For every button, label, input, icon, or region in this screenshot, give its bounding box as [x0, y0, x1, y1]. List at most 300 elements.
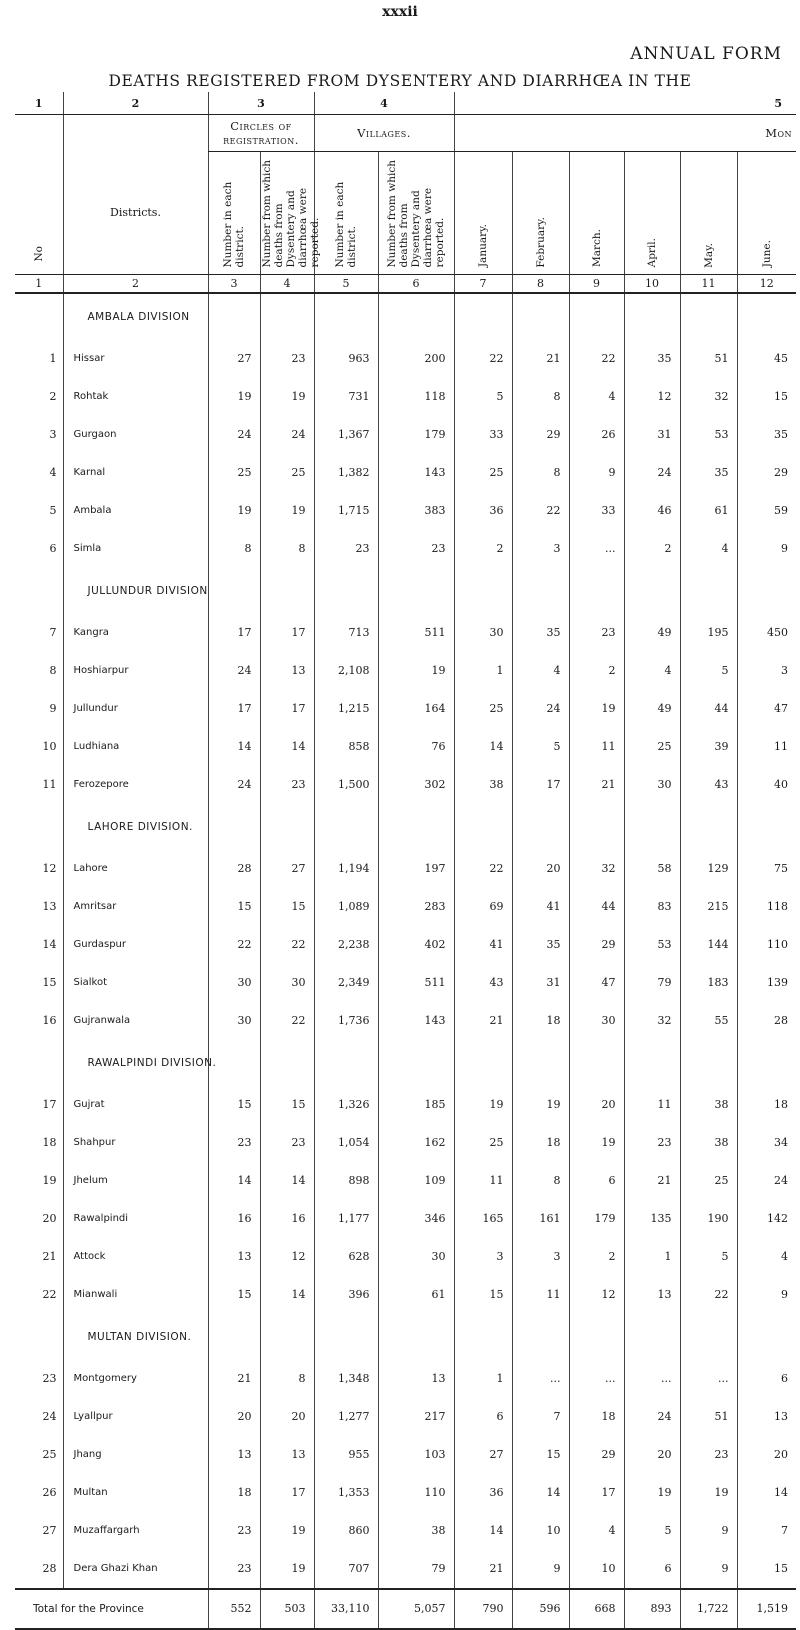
table-cell: 8	[260, 1360, 314, 1398]
row-number: 12	[42, 862, 57, 875]
sub-number: 11	[680, 274, 737, 293]
sub-number: 4	[260, 274, 314, 293]
total-value: 33,110	[314, 1589, 378, 1629]
total-value: 1,722	[680, 1589, 737, 1629]
table-cell: 26	[569, 416, 624, 454]
table-cell: 47	[569, 964, 624, 1002]
table-cell: 31	[512, 964, 569, 1002]
table-cell: 15	[260, 1086, 314, 1124]
table-cell: 129	[680, 850, 737, 888]
table-cell: 1,353	[314, 1474, 378, 1512]
row-number: 2	[49, 390, 57, 403]
table-cell: 24	[737, 1162, 796, 1200]
table-cell: 4	[569, 378, 624, 416]
table-row	[15, 1124, 796, 1162]
table-cell: 38	[454, 766, 512, 804]
table-cell: 44	[569, 888, 624, 926]
table-cell: 5	[680, 652, 737, 690]
table-cell: 19	[512, 1086, 569, 1124]
table-cell: 22	[569, 340, 624, 378]
division-label: LAHORE DIVISION.	[87, 820, 193, 833]
table-cell: ...	[512, 1360, 569, 1398]
table-cell: 162	[378, 1124, 454, 1162]
table-cell: 215	[680, 888, 737, 926]
district-name: Gujrat	[63, 1086, 208, 1124]
total-label: Total for the Province	[15, 1589, 208, 1629]
total-value: 596	[512, 1589, 569, 1629]
table-cell: 143	[378, 1002, 454, 1040]
table-cell: 858	[314, 728, 378, 766]
table-cell: 135	[624, 1200, 680, 1238]
table-cell: 43	[454, 964, 512, 1002]
table-cell: 731	[314, 378, 378, 416]
table-cell: 11	[454, 1162, 512, 1200]
table-cell: 17	[512, 766, 569, 804]
table-cell: 161	[512, 1200, 569, 1238]
table-cell: 61	[680, 492, 737, 530]
table-cell: 9	[569, 454, 624, 492]
district-name: Karnal	[63, 454, 208, 492]
table-row	[15, 378, 796, 416]
table-cell: 110	[737, 926, 796, 964]
district-name: Ambala	[63, 492, 208, 530]
table-cell: 21	[512, 340, 569, 378]
table-cell: 139	[737, 964, 796, 1002]
district-name: Attock	[63, 1238, 208, 1276]
division-row	[15, 1314, 796, 1360]
table-cell: 14	[208, 728, 260, 766]
table-cell: 165	[454, 1200, 512, 1238]
table-cell: 383	[378, 492, 454, 530]
table-cell: 25	[454, 690, 512, 728]
table-cell: 23	[208, 1550, 260, 1589]
circles-header: Circles of registration.	[208, 115, 314, 152]
table-cell: 22	[454, 850, 512, 888]
division-label: JULLUNDUR DIVISION	[87, 584, 208, 597]
table-cell: 185	[378, 1086, 454, 1124]
table-cell: 27	[260, 850, 314, 888]
table-cell: 707	[314, 1550, 378, 1589]
table-cell: 39	[680, 728, 737, 766]
header-col-5: 5	[454, 92, 796, 115]
table-cell: 18	[208, 1474, 260, 1512]
table-cell: 22	[454, 340, 512, 378]
division-label: MULTAN DIVISION.	[87, 1330, 192, 1343]
table-cell: 29	[512, 416, 569, 454]
district-name: Jullundur	[63, 690, 208, 728]
sub-number: 5	[314, 274, 378, 293]
table-cell: 14	[260, 1162, 314, 1200]
table-cell: 8	[512, 1162, 569, 1200]
table-cell: 1,194	[314, 850, 378, 888]
table-cell: 25	[454, 454, 512, 492]
table-cell: 179	[569, 1200, 624, 1238]
district-name: Shahpur	[63, 1124, 208, 1162]
table-cell: 25	[624, 728, 680, 766]
table-cell: 511	[378, 964, 454, 1002]
month-may-header: May.	[702, 242, 715, 268]
table-cell: 17	[208, 614, 260, 652]
table-cell: 7	[737, 1512, 796, 1550]
table-cell: 1,736	[314, 1002, 378, 1040]
table-cell: 51	[680, 340, 737, 378]
table-cell: 14	[512, 1474, 569, 1512]
table-cell: 49	[624, 690, 680, 728]
table-cell: 16	[260, 1200, 314, 1238]
table-cell: 8	[512, 378, 569, 416]
table-cell: 143	[378, 454, 454, 492]
total-value: 1,519	[737, 1589, 796, 1629]
table-cell: 118	[378, 378, 454, 416]
row-number: 13	[42, 900, 57, 913]
row-number: 17	[42, 1098, 57, 1111]
district-name: Muzaffargarh	[63, 1512, 208, 1550]
table-cell: 22	[208, 926, 260, 964]
table-cell: 23	[378, 530, 454, 568]
row-number: 18	[42, 1136, 57, 1149]
district-name: Gujranwala	[63, 1002, 208, 1040]
table-cell: 24	[208, 416, 260, 454]
row-number: 16	[42, 1014, 57, 1027]
table-cell: 19	[569, 690, 624, 728]
table-cell: 6	[624, 1550, 680, 1589]
table-row	[15, 530, 796, 568]
table-cell: 9	[512, 1550, 569, 1589]
deaths-table	[15, 92, 796, 1630]
table-cell: 29	[737, 454, 796, 492]
table-row	[15, 1162, 796, 1200]
table-cell: 1,348	[314, 1360, 378, 1398]
row-number: 22	[42, 1288, 57, 1301]
table-cell: 35	[624, 340, 680, 378]
table-cell: 27	[454, 1436, 512, 1474]
row-number: 1	[49, 352, 57, 365]
table-cell: 23	[260, 766, 314, 804]
villages-deaths-header: Number from which deaths from Dysentery and diarrhœa were reported.	[386, 160, 446, 268]
table-cell: 628	[314, 1238, 378, 1276]
table-body	[15, 293, 796, 1589]
header-number-row	[15, 92, 796, 115]
table-cell: 11	[569, 728, 624, 766]
district-name: Jhang	[63, 1436, 208, 1474]
table-cell: 25	[454, 1124, 512, 1162]
page-number: xxxii	[382, 4, 418, 20]
table-cell: 35	[737, 416, 796, 454]
table-cell: 3	[512, 1238, 569, 1276]
table-cell: ...	[680, 1360, 737, 1398]
table-cell: 4	[680, 530, 737, 568]
table-row	[15, 614, 796, 652]
total-value: 790	[454, 1589, 512, 1629]
table-row	[15, 926, 796, 964]
table-row	[15, 1512, 796, 1550]
table-cell: 46	[624, 492, 680, 530]
table-cell: 15	[260, 888, 314, 926]
table-cell: 16	[208, 1200, 260, 1238]
table-cell: 36	[454, 1474, 512, 1512]
row-number: 6	[49, 542, 57, 555]
table-row	[15, 1238, 796, 1276]
table-cell: 1	[624, 1238, 680, 1276]
row-number: 14	[42, 938, 57, 951]
table-cell: 40	[737, 766, 796, 804]
table-cell: 346	[378, 1200, 454, 1238]
district-name: Ferozepore	[63, 766, 208, 804]
total-value: 552	[208, 1589, 260, 1629]
table-cell: 43	[680, 766, 737, 804]
table-cell: 23	[314, 530, 378, 568]
table-cell: 860	[314, 1512, 378, 1550]
table-cell: 24	[208, 652, 260, 690]
sub-number: 6	[378, 274, 454, 293]
table-cell: 13	[624, 1276, 680, 1314]
table-cell: 13	[208, 1436, 260, 1474]
table-cell: 33	[454, 416, 512, 454]
table-cell: 30	[624, 766, 680, 804]
table-cell: 28	[737, 1002, 796, 1040]
row-number: 10	[42, 740, 57, 753]
table-cell: 41	[454, 926, 512, 964]
table-cell: 24	[512, 690, 569, 728]
table-cell: 30	[260, 964, 314, 1002]
table-cell: 4	[512, 652, 569, 690]
table-cell: 144	[680, 926, 737, 964]
sub-number: 7	[454, 274, 512, 293]
header-col-1: 1	[15, 92, 63, 115]
header-group-row	[15, 115, 796, 152]
table-cell: 23	[208, 1512, 260, 1550]
table-cell: 15	[208, 1086, 260, 1124]
circles-number-header: Number in each district.	[222, 181, 246, 268]
table-cell: 4	[624, 652, 680, 690]
table-row	[15, 690, 796, 728]
table-cell: 19	[378, 652, 454, 690]
table-cell: 1,177	[314, 1200, 378, 1238]
table-cell: 79	[378, 1550, 454, 1589]
table-cell: 59	[737, 492, 796, 530]
table-cell: 2	[454, 530, 512, 568]
circles-deaths-header: Number from which deaths from Dysentery and diarrhœa were reported.	[260, 160, 321, 268]
table-cell: 8	[208, 530, 260, 568]
row-number: 11	[42, 778, 57, 791]
table-cell: 38	[378, 1512, 454, 1550]
district-name: Rawalpindi	[63, 1200, 208, 1238]
district-name: Montgomery	[63, 1360, 208, 1398]
row-number: 8	[49, 664, 57, 677]
table-cell: 76	[378, 728, 454, 766]
table-cell: 5	[624, 1512, 680, 1550]
total-value: 503	[260, 1589, 314, 1629]
table-row	[15, 964, 796, 1002]
table-row	[15, 1276, 796, 1314]
table-row	[15, 1200, 796, 1238]
table-cell: 1	[454, 652, 512, 690]
table-row	[15, 1086, 796, 1124]
table-cell: 13	[737, 1398, 796, 1436]
table-cell: 49	[624, 614, 680, 652]
table-cell: 21	[208, 1360, 260, 1398]
table-cell: 47	[737, 690, 796, 728]
table-row	[15, 766, 796, 804]
table-cell: 19	[208, 492, 260, 530]
header-col-4: 4	[314, 92, 454, 115]
district-name: Multan	[63, 1474, 208, 1512]
division-row	[15, 1040, 796, 1086]
table-cell: 1	[454, 1360, 512, 1398]
table-cell: 79	[624, 964, 680, 1002]
form-title: ANNUAL FORM	[630, 44, 782, 64]
district-name: Jhelum	[63, 1162, 208, 1200]
total-value: 5,057	[378, 1589, 454, 1629]
table-cell: 19	[260, 1512, 314, 1550]
division-row	[15, 568, 796, 614]
row-number: 20	[42, 1212, 57, 1225]
table-cell: 25	[260, 454, 314, 492]
district-name: Lahore	[63, 850, 208, 888]
table-cell: 61	[378, 1276, 454, 1314]
table-cell: 12	[260, 1238, 314, 1276]
table-cell: 32	[680, 378, 737, 416]
district-name: Dera Ghazi Khan	[63, 1550, 208, 1589]
table-cell: 30	[454, 614, 512, 652]
table-cell: 2	[569, 1238, 624, 1276]
table-cell: 402	[378, 926, 454, 964]
table-cell: 302	[378, 766, 454, 804]
table-cell: 44	[680, 690, 737, 728]
table-cell: 3	[512, 530, 569, 568]
table-cell: 5	[512, 728, 569, 766]
table-cell: 1,326	[314, 1086, 378, 1124]
table-cell: ...	[569, 1360, 624, 1398]
table-cell: 1,215	[314, 690, 378, 728]
table-cell: 17	[569, 1474, 624, 1512]
table-cell: 19	[260, 492, 314, 530]
table-cell: 19	[624, 1474, 680, 1512]
sub-number: 1	[15, 274, 63, 293]
table-cell: 3	[454, 1238, 512, 1276]
table-cell: 15	[737, 1550, 796, 1589]
table-cell: 14	[454, 728, 512, 766]
table-cell: 109	[378, 1162, 454, 1200]
table-cell: 164	[378, 690, 454, 728]
table-cell: 195	[680, 614, 737, 652]
table-cell: 20	[624, 1436, 680, 1474]
main-title: DEATHS REGISTERED FROM DYSENTERY AND DIARRHŒA IN THE	[108, 72, 692, 90]
table-cell: 10	[569, 1550, 624, 1589]
table-cell: 283	[378, 888, 454, 926]
table-cell: 30	[208, 1002, 260, 1040]
table-cell: 1,715	[314, 492, 378, 530]
table-row	[15, 652, 796, 690]
table-cell: 20	[569, 1086, 624, 1124]
district-name: Gurdaspur	[63, 926, 208, 964]
months-header: Mon	[454, 115, 796, 152]
row-number: 9	[49, 702, 57, 715]
table-cell: ...	[569, 530, 624, 568]
table-row	[15, 1550, 796, 1589]
table-cell: 9	[680, 1550, 737, 1589]
table-row	[15, 454, 796, 492]
table-cell: 13	[260, 1436, 314, 1474]
row-number: 24	[42, 1410, 57, 1423]
district-name: Sialkot	[63, 964, 208, 1002]
district-name: Mianwali	[63, 1276, 208, 1314]
table-cell: 14	[208, 1162, 260, 1200]
table-cell: 20	[737, 1436, 796, 1474]
table-cell: 35	[680, 454, 737, 492]
month-january-header: January.	[477, 224, 489, 268]
table-cell: 13	[208, 1238, 260, 1276]
sub-number: 8	[512, 274, 569, 293]
table-cell: 51	[680, 1398, 737, 1436]
table-cell: 24	[260, 416, 314, 454]
header-subnumber-row	[15, 274, 796, 293]
table-cell: 22	[260, 926, 314, 964]
division-label: RAWALPINDI DIVISION.	[87, 1056, 217, 1069]
table-cell: 17	[260, 1474, 314, 1512]
table-cell: 14	[737, 1474, 796, 1512]
table-cell: 18	[512, 1124, 569, 1162]
table-cell: 20	[208, 1398, 260, 1436]
table-cell: ...	[624, 1360, 680, 1398]
table-cell: 3	[737, 652, 796, 690]
table-cell: 24	[624, 1398, 680, 1436]
table-cell: 1,382	[314, 454, 378, 492]
row-number: 15	[42, 976, 57, 989]
table-cell: 25	[680, 1162, 737, 1200]
table-cell: 24	[624, 454, 680, 492]
header-col-3: 3	[208, 92, 314, 115]
table-cell: 14	[260, 728, 314, 766]
division-label: AMBALA DIVISION	[87, 310, 190, 323]
table-cell: 1,089	[314, 888, 378, 926]
month-june-header: June.	[760, 240, 773, 268]
table-cell: 17	[260, 614, 314, 652]
table-cell: 2,108	[314, 652, 378, 690]
table-cell: 45	[737, 340, 796, 378]
row-number: 5	[49, 504, 57, 517]
table-cell: 41	[512, 888, 569, 926]
table-cell: 7	[512, 1398, 569, 1436]
table-cell: 29	[569, 1436, 624, 1474]
row-number: 25	[42, 1448, 57, 1461]
division-row	[15, 293, 796, 340]
table-cell: 29	[569, 926, 624, 964]
table-cell: 13	[378, 1360, 454, 1398]
table-row	[15, 492, 796, 530]
table-cell: 15	[737, 378, 796, 416]
table-cell: 32	[624, 1002, 680, 1040]
table-cell: 5	[454, 378, 512, 416]
table-cell: 5	[680, 1238, 737, 1276]
table-cell: 197	[378, 850, 454, 888]
table-cell: 31	[624, 416, 680, 454]
table-cell: 12	[624, 378, 680, 416]
total-value: 893	[624, 1589, 680, 1629]
district-name: Kangra	[63, 614, 208, 652]
table-cell: 2	[569, 652, 624, 690]
table-cell: 21	[454, 1002, 512, 1040]
table-cell: 38	[680, 1086, 737, 1124]
table-cell: 511	[378, 614, 454, 652]
table-cell: 18	[512, 1002, 569, 1040]
table-cell: 18	[737, 1086, 796, 1124]
table-row	[15, 728, 796, 766]
table-row	[15, 888, 796, 926]
table-cell: 19	[680, 1474, 737, 1512]
table-cell: 22	[260, 1002, 314, 1040]
table-cell: 19	[260, 378, 314, 416]
